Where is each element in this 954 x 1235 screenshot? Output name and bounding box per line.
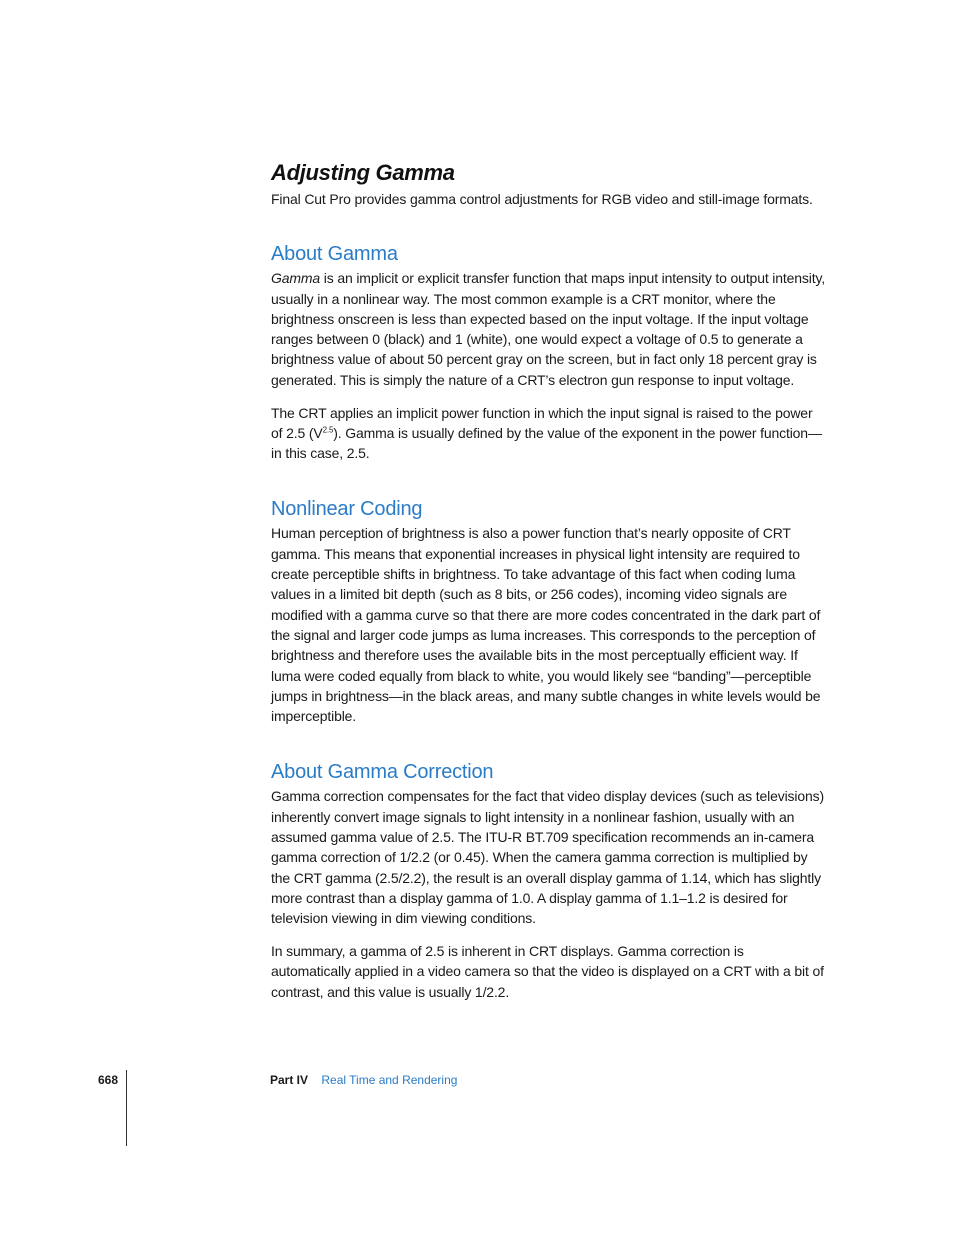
about-gamma-paragraph-2-post: ). Gamma is usually defined by the value of the exponent in the power function—in this case, 2.5. — [271, 424, 822, 462]
heading-nonlinear-coding: Nonlinear Coding — [271, 498, 423, 521]
page-content — [271, 160, 827, 1036]
intro-paragraph: Final Cut Pro provides gamma control adjustments for RGB video and still-image formats. — [271, 191, 813, 207]
page-number: 668 — [98, 1073, 119, 1087]
nonlinear-coding-paragraph: Human perception of brightness is also a power function that’s nearly opposite of CRT gamma. This means that exponential increases in physical light intensity are required to create perceptible shifts in brightness. To take advantage of this fact when coding luma values in a limited bit depth (such as 8 bits, or 256 codes), incoming video signals are modified with a gamma curve so that there are more codes concentrated in the dark part of the signal and larger code jumps as luma increases. This corresponds to the perception of brightness and therefore uses the available bits in the most perceptually efficient way. If luma were coded equally from black to white, you would likely see “banding”—perceptible jumps in brightness—in the black areas, and many subtle changes in white levels would be imperceptible. — [271, 525, 821, 725]
section-gamma-correction — [271, 760, 827, 1001]
about-gamma-paragraph-2-pre: The CRT applies an implicit power function in which the input signal is raised to the power of 2.5 (V — [271, 404, 813, 441]
part-label: Part IV — [270, 1073, 309, 1087]
heading-gamma-correction: About Gamma Correction — [271, 761, 494, 784]
footer-part — [270, 1073, 457, 1087]
gamma-term: Gamma — [271, 270, 321, 287]
section-about-gamma — [271, 242, 827, 463]
gamma-correction-paragraph-2: In summary, a gamma of 2.5 is inherent in CRT displays. Gamma correction is automatically applied in a video camera so that the video is displayed on a CRT with a bit of contrast, and this value is usually 1/2.2. — [271, 943, 824, 1000]
page-title: Adjusting Gamma — [271, 160, 455, 185]
footer-divider — [126, 1070, 127, 1146]
exponent-superscript: 2.5 — [322, 425, 334, 435]
heading-about-gamma: About Gamma — [271, 243, 398, 266]
about-gamma-paragraph-2 — [271, 403, 827, 464]
about-gamma-paragraph-1 — [271, 268, 827, 390]
part-title: Real Time and Rendering — [321, 1073, 458, 1087]
section-nonlinear-coding — [271, 497, 827, 726]
gamma-correction-paragraph-1: Gamma correction compensates for the fact that video display devices (such as televisions) inherently convert image signals to light intensity in a nonlinear fashion, usually with an assumed gamma value of 2.5. The ITU-R BT.709 specification recommends an in-camera gamma correction of 1/2.2 (or 0.45). When the camera gamma correction is multiplied by the CRT gamma (2.5/2.2), the result is an overall display gamma of 1.14, which has slightly more contrast than a display gamma of 1.0. A display gamma of 1.1–1.2 is desired for television viewing in dim viewing conditions. — [271, 788, 824, 927]
about-gamma-paragraph-1-text: is an implicit or explicit transfer function that maps input intensity to output intensity, usually in a nonlinear way. The most common example is a CRT monitor, where the brightness onscreen is less than expected based on the input voltage. If the input voltage ranges between 0 (black) and 1 (white), one would expect a voltage of 0.5 to generate a brightness value of about 50 percent gray on the screen, but in fact only 18 percent gray is generated. This is simply the nature of a CRT’s electron gun response to input voltage. — [271, 270, 826, 388]
